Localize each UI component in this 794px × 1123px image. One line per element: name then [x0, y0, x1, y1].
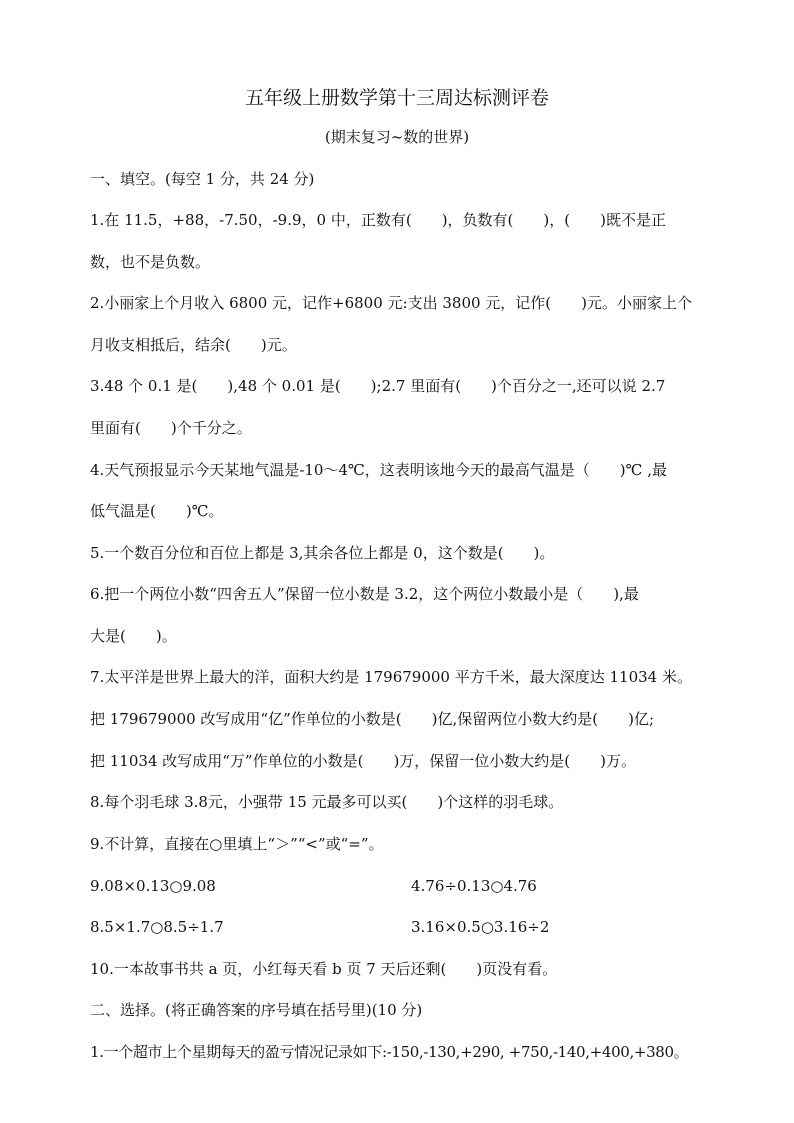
section-1-heading: 一、填空。(每空 1 分，共 24 分)	[90, 170, 315, 188]
question-3-line-1: 3.48 个 0.1 是( ),48 个 0.01 是( );2.7 里面有( )个百分之一,还可以说 2.7	[90, 377, 666, 395]
question-6-line-2: 大是( )。	[90, 627, 177, 645]
question-2-line-1: 2.小丽家上个月收入 6800 元，记作+6800 元:支出 3800 元，记作( )元。小丽家上个	[90, 294, 693, 312]
question-7-line-2: 把 179679000 改写成用“亿”作单位的小数是( )亿,保留两位小数大约是( )亿;	[90, 710, 654, 728]
question-2-line-2: 月收支相抵后，结余( )元。	[90, 336, 297, 354]
question-5: 5.一个数百分位和百位上都是 3,其余各位上都是 0，这个数是( )。	[90, 544, 555, 562]
question-9-item-4: 3.16×0.5○3.16÷2	[411, 918, 550, 936]
question-9-item-2: 4.76÷0.13○4.76	[411, 877, 537, 895]
section-2-heading: 二、选择。(将正确答案的序号填在括号里)(10 分)	[90, 1001, 423, 1019]
question-7-line-1: 7.太平洋是世界上最大的洋，面积大约是 179679000 平方千米，最大深度达 11034 米。	[90, 668, 692, 686]
question-4-line-2: 低气温是( )℃。	[90, 502, 224, 520]
question-3-line-2: 里面有( )个千分之。	[90, 419, 252, 437]
question-4-line-1: 4.天气预报显示今天某地气温是-10～4℃，这表明该地今天的最高气温是（ )℃ ,最	[90, 461, 667, 479]
question-10: 10.一本故事书共 a 页，小红每天看 b 页 7 天后还剩( )页没有看。	[90, 960, 558, 978]
question-9-item-1: 9.08×0.13○9.08	[90, 877, 216, 895]
page-subtitle: (期末复习~数的世界)	[324, 128, 470, 146]
page-title: 五年级上册数学第十三周达标测评卷	[244, 87, 549, 109]
question-1-line-2: 数，也不是负数。	[90, 253, 211, 271]
question-7-line-3: 把 11034 改写成用“万”作单位的小数是( )万，保留一位小数大约是( )万。	[90, 752, 637, 770]
question-8: 8.每个羽毛球 3.8元，小强带 15 元最多可以买( )个这样的羽毛球。	[90, 793, 564, 811]
question-1-line-1: 1.在 11.5，+88，-7.50，-9.9，0 中，正数有( )，负数有( )，( )既不是正	[90, 211, 666, 229]
question-9-prompt: 9.不计算，直接在○里填上“＞”“<”或“=”。	[90, 835, 384, 853]
question-6-line-1: 6.把一个两位小数“四舍五人”保留一位小数是 3.2，这个两位小数最小是（ ),最	[90, 585, 639, 603]
question-9-item-3: 8.5×1.7○8.5÷1.7	[90, 918, 224, 936]
section-2-question-1: 1.一个超市上个星期每天的盈亏情况记录如下:-150,-130,+290, +750,-140,+400,+380。	[90, 1043, 689, 1061]
